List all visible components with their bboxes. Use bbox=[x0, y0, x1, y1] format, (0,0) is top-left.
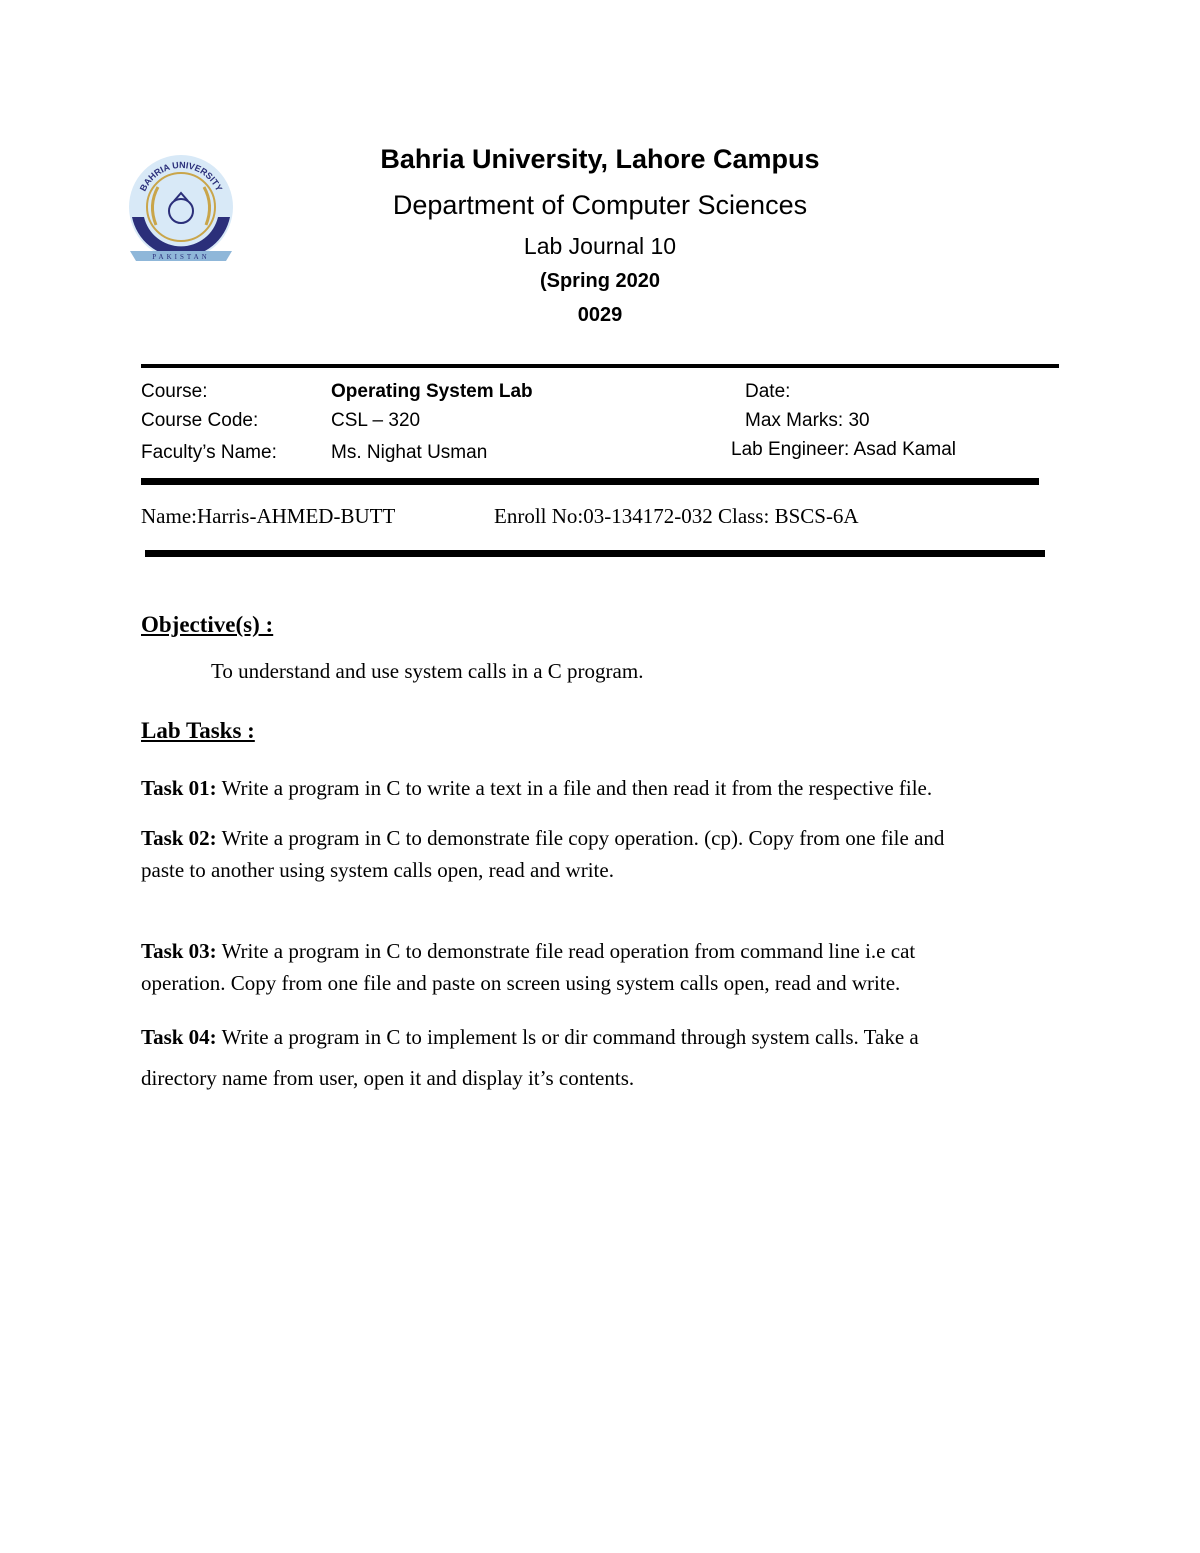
journal-title: Lab Journal 10 bbox=[523, 233, 677, 259]
department-name: Department of Computer Sciences bbox=[392, 190, 808, 220]
task-text: Write a program in C to implement ls or dir command through system calls. Take a bbox=[221, 1025, 919, 1049]
task-label: Task 01: bbox=[141, 776, 217, 800]
task-text: Write a program in C to write a text in a file and then read it from the respective file. bbox=[221, 776, 933, 800]
date-label: Date: bbox=[745, 381, 791, 402]
svg-text:PAKISTAN: PAKISTAN bbox=[152, 253, 210, 261]
task-01 bbox=[141, 772, 932, 804]
student-divider bbox=[145, 550, 1045, 557]
task-text: directory name from user, open it and display it’s contents. bbox=[141, 1066, 635, 1090]
header-divider bbox=[141, 364, 1059, 368]
task-label: Task 03: bbox=[141, 939, 217, 963]
student-enroll-class: Enroll No:03-134172-032 Class: BSCS-6A bbox=[494, 504, 859, 528]
info-divider bbox=[141, 478, 1039, 485]
student-name: Name:Harris-AHMED-BUTT bbox=[141, 504, 396, 528]
journal-code: 0029 bbox=[577, 304, 623, 326]
task-text: paste to another using system calls open, read and write. bbox=[141, 858, 614, 882]
task-text: Write a program in C to demonstrate file copy operation. (cp). Copy from one file and bbox=[221, 826, 945, 850]
task-02 bbox=[141, 822, 944, 886]
task-04 bbox=[141, 1017, 919, 1099]
lab-engineer: Lab Engineer: Asad Kamal bbox=[731, 439, 956, 460]
lab-tasks-heading: Lab Tasks : bbox=[141, 718, 255, 743]
course-code-value: CSL – 320 bbox=[331, 410, 421, 431]
objective-heading: Objective(s) : bbox=[141, 612, 274, 637]
task-text: Write a program in C to demonstrate file read operation from command line i.e cat bbox=[221, 939, 916, 963]
course-value: Operating System Lab bbox=[331, 381, 533, 402]
objective-text: To understand and use system calls in a C program. bbox=[211, 659, 644, 683]
faculty-value: Ms. Nighat Usman bbox=[331, 442, 488, 463]
svg-text:BAHRIA UNIVERSITY: BAHRIA UNIVERSITY bbox=[137, 159, 225, 193]
course-label: Course: bbox=[141, 381, 208, 402]
task-text: operation. Copy from one file and paste on screen using system calls open, read and write. bbox=[141, 971, 901, 995]
university-name: Bahria University, Lahore Campus bbox=[380, 144, 820, 174]
task-03 bbox=[141, 935, 915, 999]
semester: (Spring 2020 bbox=[539, 270, 661, 292]
course-code-label: Course Code: bbox=[141, 410, 259, 431]
max-marks: Max Marks: 30 bbox=[745, 410, 870, 431]
task-label: Task 02: bbox=[141, 826, 217, 850]
task-label: Task 04: bbox=[141, 1025, 217, 1049]
faculty-label: Faculty’s Name: bbox=[141, 442, 277, 463]
